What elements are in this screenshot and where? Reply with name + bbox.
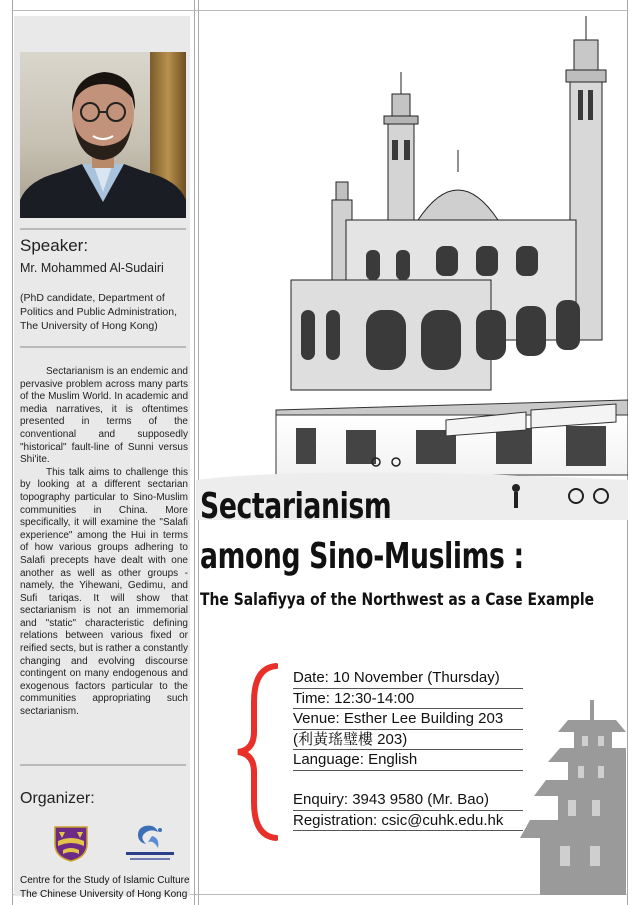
speaker-affiliation	[20, 291, 190, 333]
abstract-paragraph: Sectarianism is an endemic and pervasive problem across many parts of the Muslim World. In academic and media narratives, it is oftentimes presented in terms of the conventional and supposedly "historical" fault-line of Sunni versus Shi'ite.	[20, 366, 188, 466]
event-details	[293, 668, 523, 831]
speaker-affiliation-line: The University of Hong Kong)	[20, 320, 158, 332]
event-date: Date: 10 November (Thursday)	[293, 668, 523, 689]
csic-logo-icon	[120, 822, 180, 864]
speaker-affiliation-line: Politics and Public Administration,	[20, 306, 177, 318]
event-venue-chinese: (利黃瑤璧樓 203)	[293, 730, 523, 751]
talk-abstract	[20, 366, 188, 719]
event-time: Time: 12:30-14:00	[293, 689, 523, 710]
organizer-name	[20, 874, 190, 902]
speaker-name: Mr. Mohammed Al-Sudairi	[20, 261, 164, 275]
event-enquiry: Enquiry: 3943 9580 (Mr. Bao)	[293, 790, 523, 811]
frame-left-line	[12, 0, 13, 905]
speaker-photo	[20, 52, 186, 218]
separator	[20, 228, 186, 230]
spacer	[293, 771, 523, 791]
left-panel	[14, 16, 190, 900]
red-brace-icon	[236, 662, 278, 842]
organizer-name-line: Centre for the Study of Islamic Culture	[20, 875, 190, 886]
organizer-heading: Organizer:	[20, 790, 95, 807]
separator	[20, 346, 186, 348]
talk-subtitle: The Salafiyya of the Northwest as a Case Example	[200, 590, 595, 610]
speaker-heading: Speaker:	[20, 236, 89, 255]
event-language: Language: English	[293, 750, 523, 771]
talk-title-line-1: Sectarianism	[200, 486, 392, 527]
event-venue: Venue: Esther Lee Building 203	[293, 709, 523, 730]
pagoda-silhouette-icon	[520, 700, 626, 895]
column-divider-line	[194, 0, 195, 905]
separator	[20, 764, 186, 766]
cuhk-crest-icon	[52, 824, 90, 862]
abstract-paragraph: This talk aims to challenge this by looking at a different sectarian topography particular to Sino-Muslim communities in China. More specifically, it will examine the "Salafi experience" among the Hui in terms of how various groups adhering to Salafi precepts have dealt with one another as well as other groups - namely, the Yihewani, Gedimu, and Sufi tariqas. It will show that sectarianism is not an immemorial and "static" characteristic defining relations between various fixed or reified sects, but is rather a constantly changing and evolving discourse contingent on many endogenous and exogenous factors particular to the communities appropriating such sectarianism.	[20, 466, 188, 718]
speaker-portrait-icon	[20, 52, 186, 218]
organizer-name-line: The Chinese University of Hong Kong	[20, 889, 188, 900]
event-registration[interactable]: Registration: csic@cuhk.edu.hk	[293, 811, 523, 832]
talk-title-line-2: among Sino-Muslims :	[200, 536, 524, 577]
speaker-affiliation-line: (PhD candidate, Department of	[20, 292, 165, 304]
mosque-illustration	[196, 10, 628, 520]
